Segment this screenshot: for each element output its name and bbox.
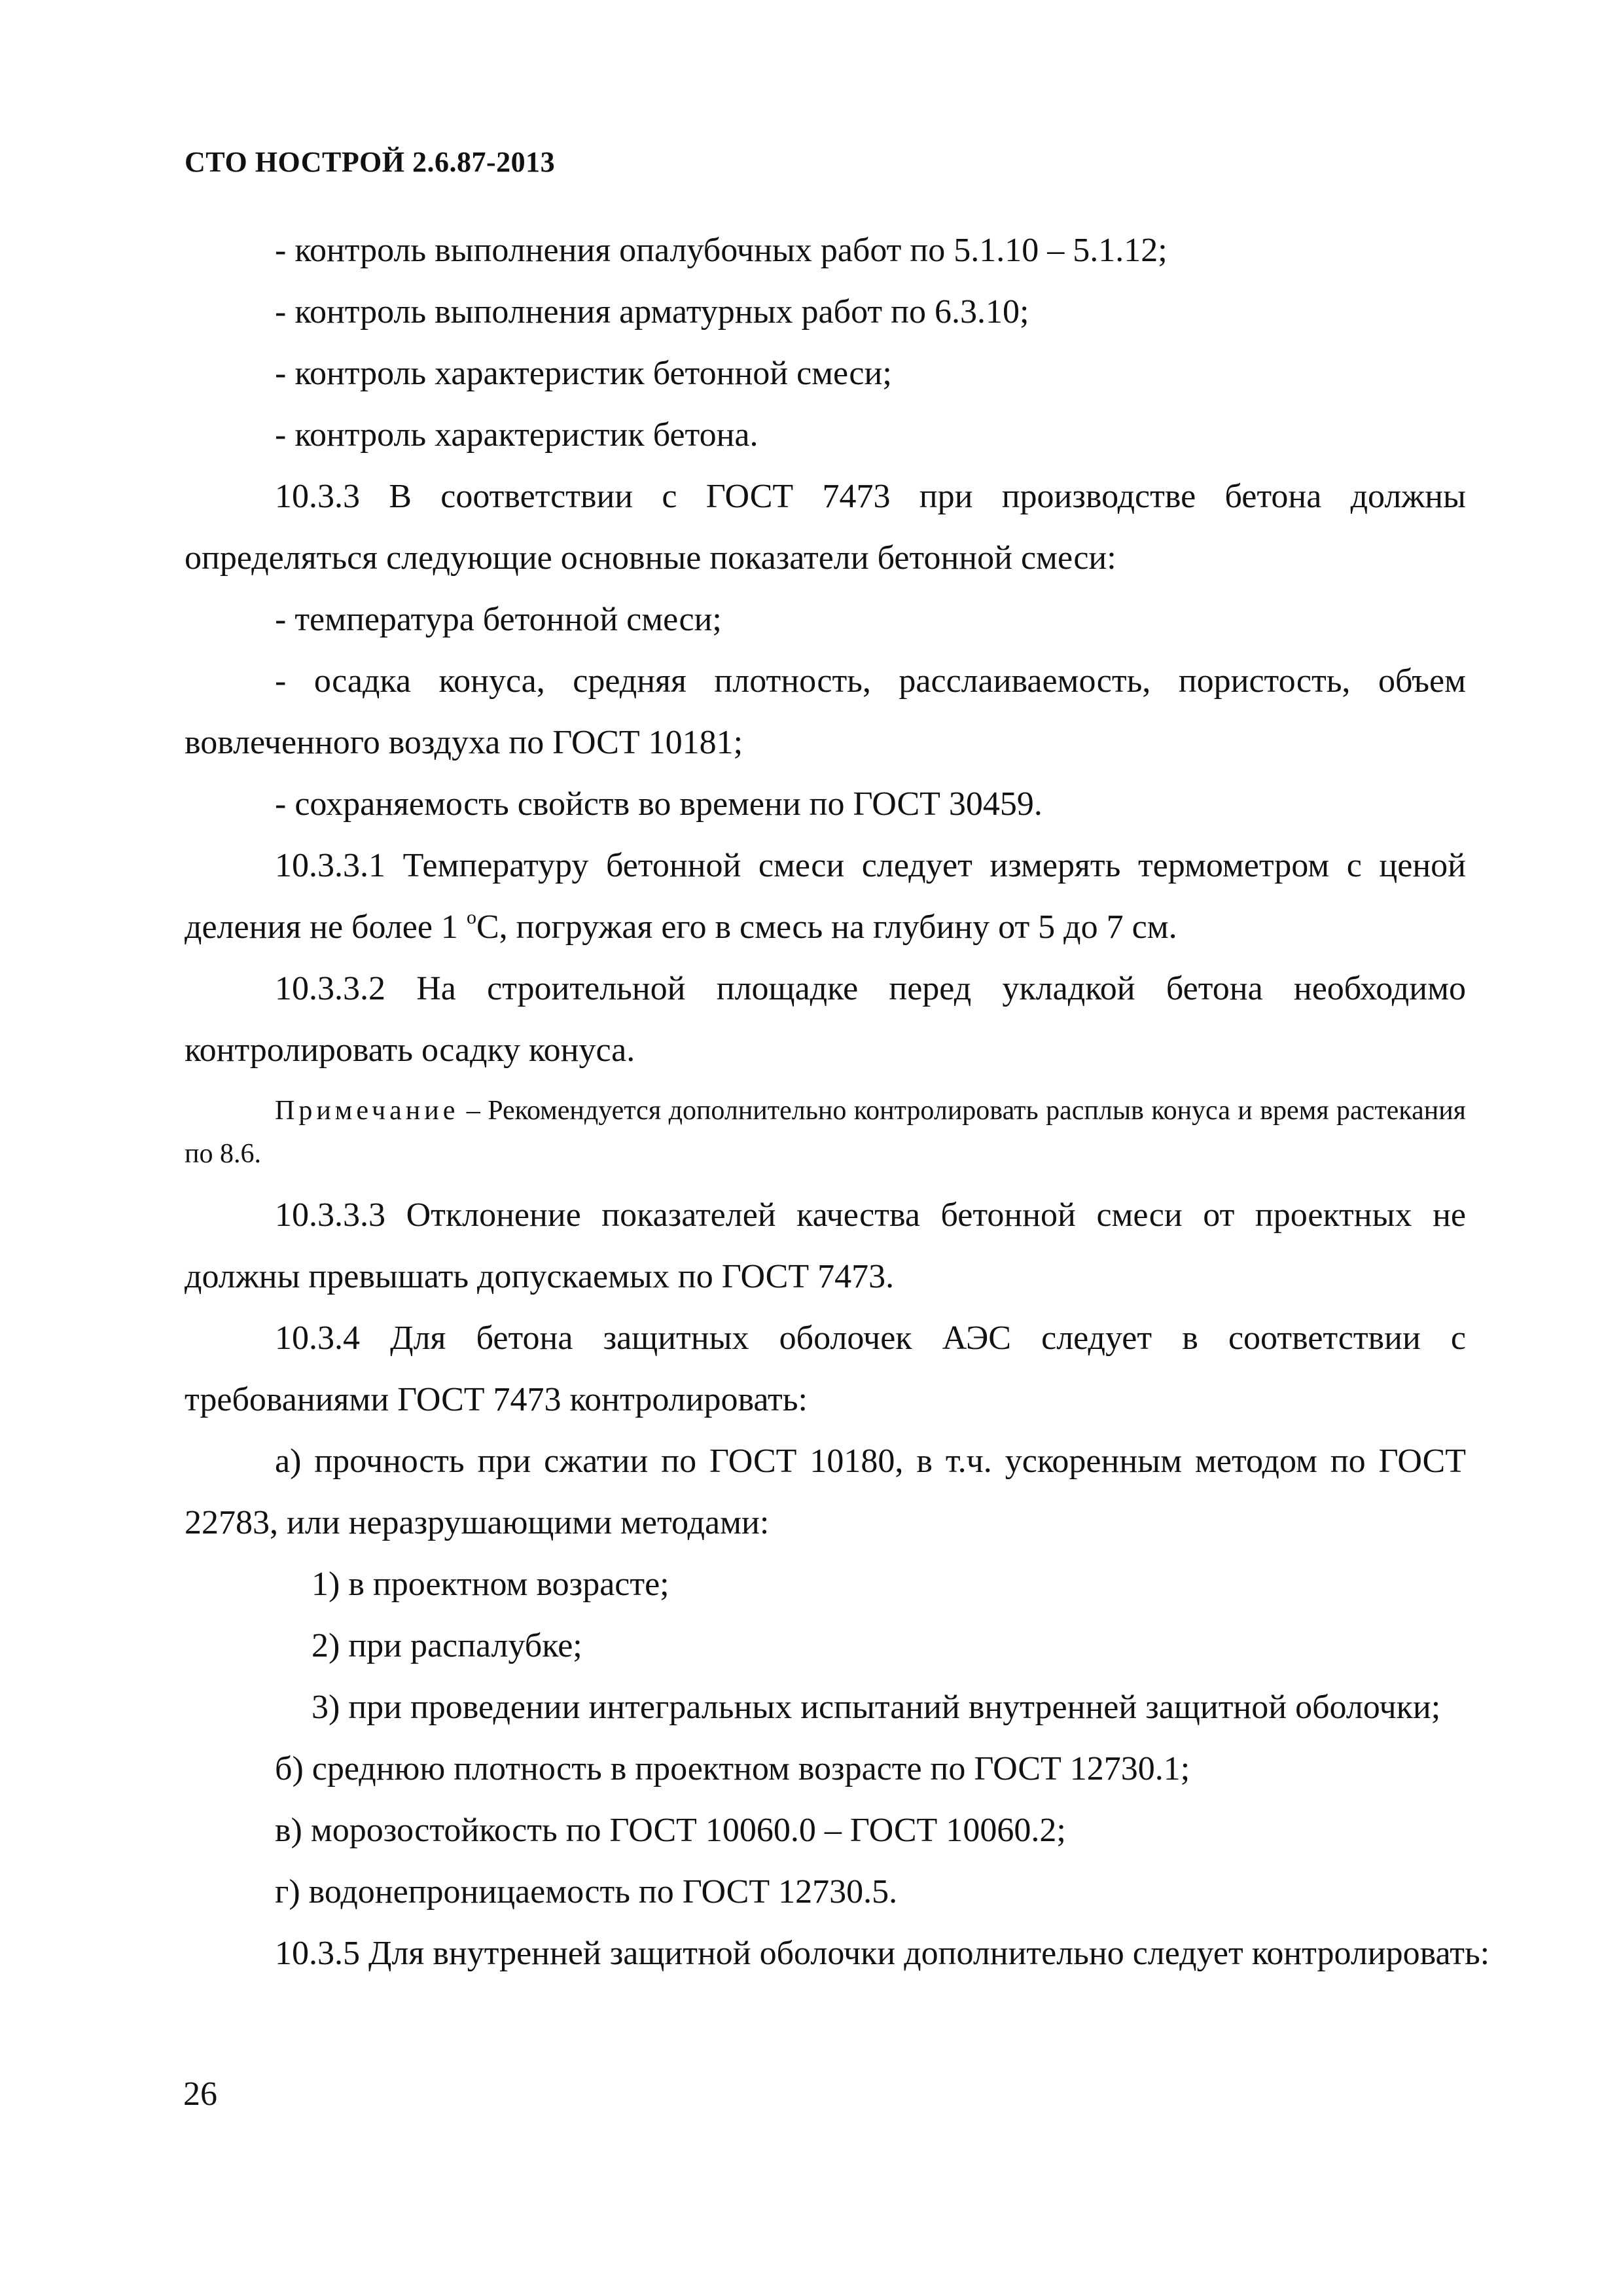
paragraph-10-3-4: 10.3.4 Для бетона защитных оболочек АЭС следует в соответствии с требованиями ГОСТ 7473 контролировать:	[185, 1319, 1466, 1418]
note	[185, 1081, 1466, 1185]
document-header: СТО НОСТРОЙ 2.6.87-2013	[185, 146, 556, 178]
list-item: б) среднюю плотность в проектном возрасте по ГОСТ 12730.1;	[275, 1750, 1190, 1787]
paragraph-text: С, погружая его в смесь на глубину от 5 до 7 см.	[476, 908, 1177, 946]
list-item: - осадка конуса, средняя плотность, расслаиваемость, пористость, объем вовлеченного воздуха по ГОСТ 10181;	[185, 662, 1466, 761]
paragraph-text: 10.3.3.1 Температуру бетонной смеси следует измерять термометром с ценой деления не более 1	[185, 847, 1466, 946]
list-item: - температура бетонной смеси;	[275, 601, 722, 638]
page-number: 26	[183, 2075, 217, 2113]
paragraph-10-3-3-1	[185, 835, 1466, 958]
paragraph-10-3-3-2: 10.3.3.2 На строительной площадке перед укладкой бетона необходимо контролировать осадку конуса.	[185, 970, 1466, 1069]
degree-superscript: о	[466, 906, 476, 928]
sub-list-item: 3) при проведении интегральных испытаний внутренней защитной оболочки;	[312, 1689, 1441, 1726]
paragraph-10-3-3-3: 10.3.3.3 Отклонение показателей качества бетонной смеси от проектных не должны превышать допускаемых по ГОСТ 7473.	[185, 1196, 1466, 1295]
sub-list-item: 1) в проектном возрасте;	[312, 1566, 669, 1603]
note-label: Примечание	[275, 1096, 459, 1126]
list-item-a: а) прочность при сжатии по ГОСТ 10180, в т.ч. ускоренным методом по ГОСТ 22783, или неразрушающими методами:	[185, 1443, 1466, 1541]
paragraph-10-3-5: 10.3.5 Для внутренней защитной оболочки дополнительно следует контролировать:	[275, 1935, 1490, 1972]
list-item: - контроль характеристик бетонной смеси;	[275, 355, 892, 392]
list-item: - контроль выполнения арматурных работ по 6.3.10;	[275, 293, 1029, 331]
paragraph-10-3-3: 10.3.3 В соответствии с ГОСТ 7473 при производстве бетона должны определяться следующие основные показатели бетонной смеси:	[185, 478, 1466, 577]
sub-list-item: 2) при распалубке;	[312, 1627, 582, 1664]
list-item: в) морозостойкость по ГОСТ 10060.0 – ГОСТ 10060.2;	[275, 1812, 1066, 1849]
list-item: г) водонепроницаемость по ГОСТ 12730.5.	[275, 1873, 898, 1910]
note-text: – Рекомендуется дополнительно контролировать расплыв конуса и время растекания по 8.6.	[185, 1096, 1466, 1169]
list-item: - контроль выполнения опалубочных работ по 5.1.10 – 5.1.12;	[275, 232, 1168, 269]
list-item: - контроль характеристик бетона.	[275, 416, 758, 454]
document-body	[185, 220, 1490, 1984]
list-item: - сохраняемость свойств во времени по ГОСТ 30459.	[275, 785, 1043, 823]
